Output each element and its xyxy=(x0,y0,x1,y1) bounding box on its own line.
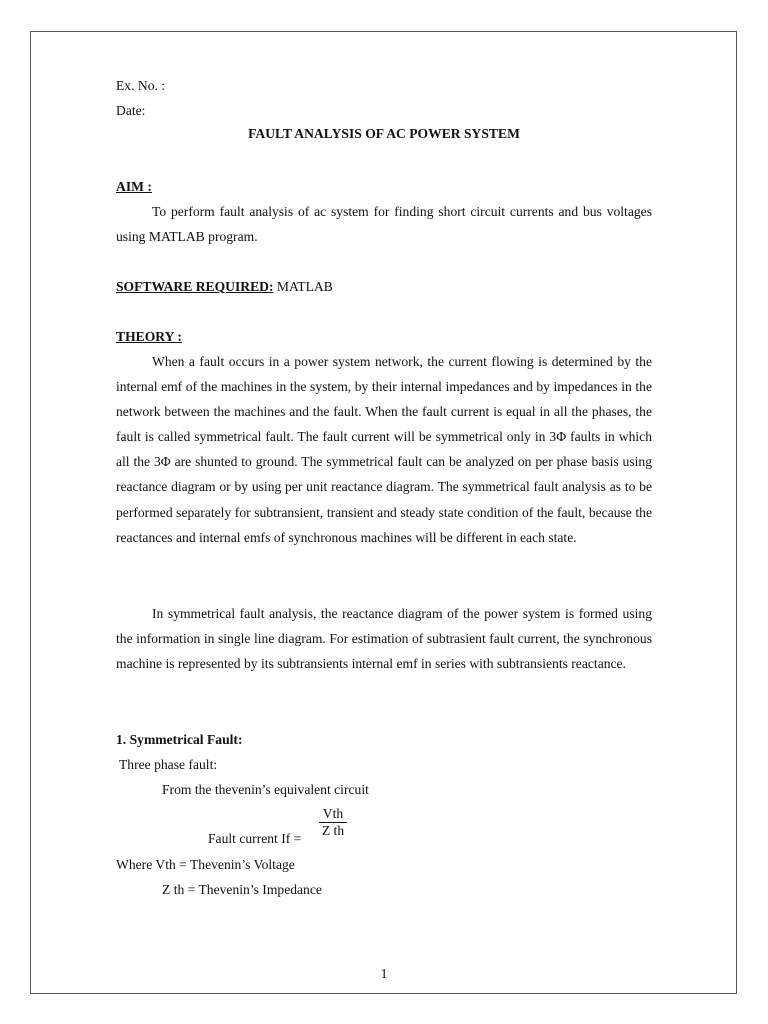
software-value: MATLAB xyxy=(273,279,333,294)
fault-current-label: Fault current If = xyxy=(208,831,302,846)
software-required xyxy=(116,278,333,296)
page-number: 1 xyxy=(380,966,388,981)
theory-paragraph-1 xyxy=(116,349,652,550)
theory-para1-text: When a fault occurs in a power system network, the current flowing is determined by the internal emf of the machines in the system, by their internal impedances and by impedances in the network between the machines and the fault. When the fault current is equal in all the phases, the fault is called symmetrical fault. The fault current will be symmetrical only in 3Φ faults in which all the 3Φ are shunted to ground. The symmetrical fault can be analyzed on per phase basis using reactance diagram or by using per unit reactance diagram. The symmetrical fault analysis as to be performed separately for subtransient, transient and steady state condition of the fault, because the reactances and internal emfs of synchronous machines will be different in each state. xyxy=(116,354,652,545)
fault-current-fraction xyxy=(318,806,348,839)
aim-text: To perform fault analysis of ac system for finding short circuit currents and bus voltages using MATLAB program. xyxy=(116,204,652,245)
theory-para2-text: In symmetrical fault analysis, the reactance diagram of the power system is formed using the information in single line diagram. For estimation of subtrasient fault current, the synchronous machine is represented by its subtransients internal emf in series with subtransients reactance. xyxy=(116,606,652,672)
ex-no-label: Ex. No. : xyxy=(116,78,166,93)
aim-heading: AIM : xyxy=(116,179,152,194)
fraction-numerator: Vth xyxy=(322,806,344,821)
zth-definition-text: Z th = Thevenin’s Impedance xyxy=(162,882,322,897)
fraction-denominator: Z th xyxy=(321,823,345,838)
theory-paragraph-2 xyxy=(116,601,652,676)
thevenin-circuit-text: From the thevenin’s equivalent circuit xyxy=(162,782,369,797)
theory-heading: THEORY : xyxy=(116,329,182,344)
three-phase-fault-label: Three phase fault: xyxy=(119,757,218,772)
software-heading: SOFTWARE REQUIRED: xyxy=(116,279,274,294)
where-vth-text: Where Vth = Thevenin’s Voltage xyxy=(116,857,295,872)
symmetrical-fault-heading: 1. Symmetrical Fault: xyxy=(116,732,243,747)
date-label: Date: xyxy=(116,103,146,118)
document-title: FAULT ANALYSIS OF AC POWER SYSTEM xyxy=(248,126,520,141)
aim-paragraph xyxy=(116,199,652,249)
